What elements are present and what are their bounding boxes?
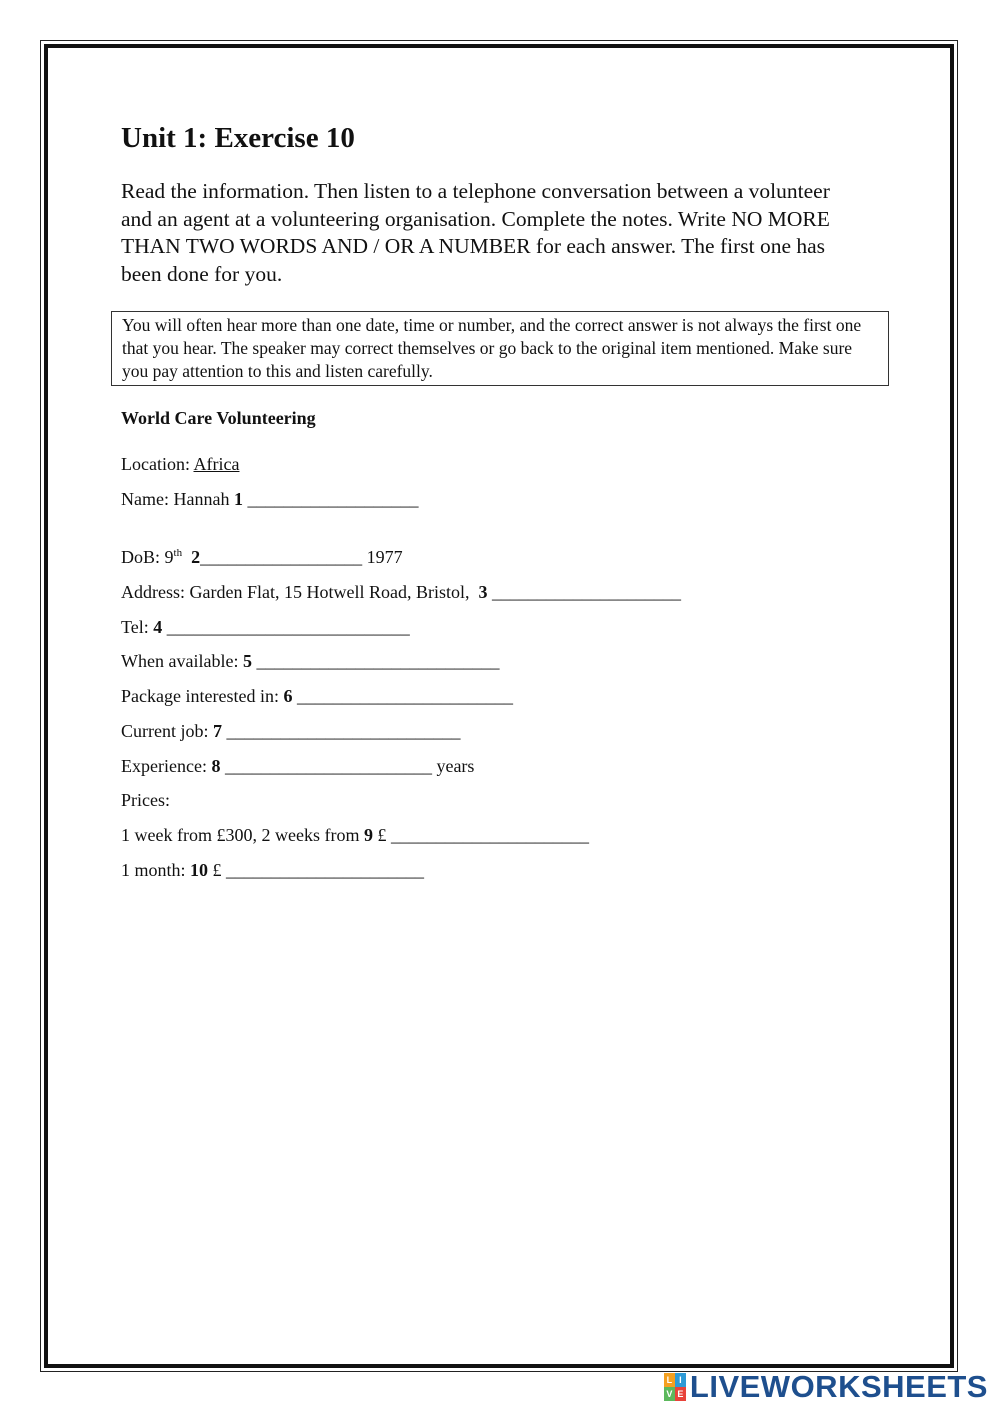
tip-box: You will often hear more than one date, time or number, and the correct answer is not always the first one that you hear. The speaker may correct themselves or go back to the original item mentioned. Make sure you pay attention to this and listen carefully. [111,311,889,386]
answer-blank-3[interactable]: _____________________ [491,582,681,602]
location-row [121,452,239,476]
question-number-9: 9 [363,825,373,845]
question-number-4: 4 [153,617,163,637]
answer-blank-8[interactable]: _______________________ [224,756,432,776]
name-label: Name: Hannah [121,489,230,509]
dob-year: 1977 [366,547,403,567]
dob-row [121,545,403,569]
logo-mark-v: V [664,1387,675,1401]
logo-mark-l: L [664,1373,675,1387]
price-month-label: 1 month: [121,860,186,880]
dob-label: DoB: 9 [121,547,174,567]
location-value: Africa [193,454,240,474]
name-row [121,487,418,511]
question-number-10: 10 [190,860,209,880]
instructions-text: Read the information. Then listen to a telephone conversation between a volunteer and an agent at a volunteering organisation. Complete the notes. Write NO MORE THAN TWO WORDS AND / OR A NUMBER for each answer. The first one has been done for you. [121,179,830,286]
currency-symbol-9: £ [377,825,387,845]
worksheet-title: Unit 1: Exercise 10 [121,122,355,154]
address-row [121,580,681,604]
package-label: Package interested in: [121,686,279,706]
question-number-3: 3 [478,582,488,602]
question-number-1: 1 [233,489,243,509]
notes-form [121,406,881,880]
location-label: Location: [121,454,190,474]
tel-row [121,615,410,639]
answer-blank-6[interactable]: ________________________ [296,686,513,706]
job-row [121,719,461,743]
liveworksheets-logo[interactable] [664,1370,988,1404]
answer-blank-10[interactable]: ______________________ [226,860,425,880]
question-number-2: 2 [191,547,201,567]
price-month-row [121,858,424,882]
price-week-label: 1 week from £300, 2 weeks from [121,825,360,845]
question-number-7: 7 [213,721,222,741]
question-number-6: 6 [283,686,293,706]
experience-unit: years [436,756,475,776]
liveworksheets-logo-mark [664,1373,686,1401]
available-label: When available: [121,651,239,671]
answer-blank-4[interactable]: ___________________________ [166,617,410,637]
currency-symbol-10: £ [212,860,222,880]
answer-blank-1[interactable]: ___________________ [247,489,419,509]
tel-label: Tel: [121,617,149,637]
experience-label: Experience: [121,756,207,776]
logo-mark-e: E [675,1387,686,1401]
answer-blank-7[interactable]: __________________________ [226,721,461,741]
answer-blank-2[interactable]: __________________ [200,547,363,567]
liveworksheets-logo-text: LIVEWORKSHEETS [689,1369,988,1404]
logo-mark-i: I [675,1373,686,1387]
prices-label: Prices: [121,790,170,810]
prices-row [121,788,170,812]
address-label: Address: Garden Flat, 15 Hotwell Road, Bristol, [121,582,470,602]
form-heading: World Care Volunteering [121,408,316,428]
answer-blank-5[interactable]: ___________________________ [256,651,500,671]
answer-blank-9[interactable]: ______________________ [390,825,589,845]
question-number-8: 8 [211,756,221,776]
package-row [121,684,513,708]
experience-row [121,754,474,778]
job-label: Current job: [121,721,209,741]
price-week-row [121,823,589,847]
worksheet-content [121,118,901,880]
dob-suffix: th [173,547,183,559]
available-row [121,649,499,673]
question-number-5: 5 [242,651,252,671]
